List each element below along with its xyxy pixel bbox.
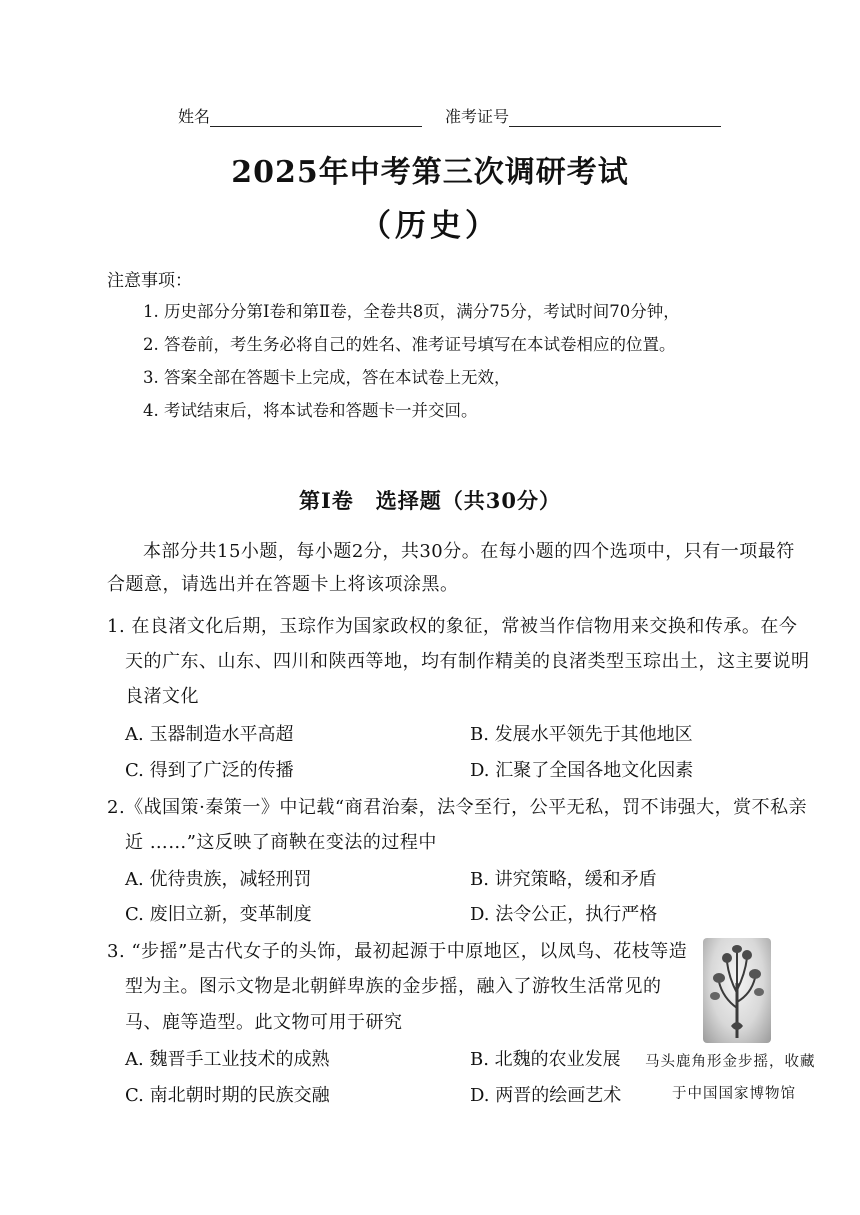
notice-heading: 注意事项： bbox=[107, 271, 192, 291]
section-intro: 合题意，请选出并在答题卡上将该项涂黑。 bbox=[107, 574, 459, 595]
subject-title: （历史） bbox=[360, 208, 500, 244]
option-b[interactable]: B. 讲究策略，缓和矛盾 bbox=[470, 869, 657, 890]
question-stem: 近 ……”这反映了商鞅在变法的过程中 bbox=[125, 832, 437, 853]
option-b[interactable]: B. 发展水平领先于其他地区 bbox=[470, 724, 693, 745]
buyao-artifact-image bbox=[703, 938, 771, 1043]
name-label: 姓名 bbox=[178, 107, 211, 126]
buyao-artifact-icon bbox=[703, 938, 771, 1043]
option-d[interactable]: D. 汇聚了全国各地文化因素 bbox=[470, 760, 694, 781]
option-a[interactable]: A. 玉器制造水平高超 bbox=[125, 724, 294, 745]
option-c[interactable]: C. 南北朝时期的民族交融 bbox=[125, 1085, 330, 1106]
question-stem: 3. “步摇”是古代女子的头饰，最初起源于中原地区，以凤鸟、花枝等造 bbox=[107, 941, 688, 962]
option-b[interactable]: B. 北魏的农业发展 bbox=[470, 1049, 621, 1070]
image-caption: 马头鹿角形金步摇，收藏 bbox=[645, 1054, 816, 1070]
option-c[interactable]: C. 得到了广泛的传播 bbox=[125, 760, 294, 781]
question-stem: 型为主。图示文物是北朝鲜卑族的金步摇，融入了游牧生活常见的 bbox=[125, 976, 662, 997]
notice-item: 2. 答卷前，考生务必将自己的姓名、准考证号填写在本试卷相应的位置。 bbox=[143, 335, 676, 354]
name-underline bbox=[210, 108, 422, 127]
exam-title: 2025年中考第三次调研考试 bbox=[231, 155, 629, 190]
question-stem: 2.《战国策·秦策一》中记载“商君治秦，法令至行，公平无私，罚不讳强大，赏不私亲 bbox=[107, 797, 808, 818]
question-stem: 天的广东、山东、四川和陕西等地，均有制作精美的良渚类型玉琮出土，这主要说明 bbox=[125, 651, 810, 672]
image-caption: 于中国国家博物馆 bbox=[672, 1086, 796, 1102]
section-title: 第Ⅰ卷 选择题（共30分） bbox=[298, 488, 562, 513]
notice-item: 1. 历史部分分第Ⅰ卷和第Ⅱ卷，全卷共8页，满分75分，考试时间70分钟， bbox=[143, 302, 680, 321]
name-field bbox=[178, 104, 422, 127]
question-stem: 马、鹿等造型。此文物可用于研究 bbox=[125, 1012, 403, 1033]
notice-item: 4. 考试结束后，将本试卷和答题卡一并交回。 bbox=[143, 401, 478, 420]
id-underline bbox=[509, 108, 721, 127]
id-label: 准考证号 bbox=[445, 107, 510, 126]
question-stem: 1. 在良渚文化后期，玉琮作为国家政权的象征，常被当作信物用来交换和传承。在今 bbox=[107, 616, 798, 637]
option-a[interactable]: A. 魏晋手工业技术的成熟 bbox=[125, 1049, 330, 1070]
option-a[interactable]: A. 优待贵族，减轻刑罚 bbox=[125, 869, 312, 890]
id-field bbox=[445, 104, 721, 127]
option-d[interactable]: D. 两晋的绘画艺术 bbox=[470, 1085, 622, 1106]
question-stem: 良渚文化 bbox=[125, 686, 199, 707]
section-intro: 本部分共15小题，每小题2分，共30分。在每小题的四个选项中，只有一项最符 bbox=[143, 541, 795, 562]
notice-item: 3. 答案全部在答题卡上完成，答在本试卷上无效， bbox=[143, 368, 511, 387]
option-d[interactable]: D. 法令公正，执行严格 bbox=[470, 904, 658, 925]
option-c[interactable]: C. 废旧立新，变革制度 bbox=[125, 904, 312, 925]
